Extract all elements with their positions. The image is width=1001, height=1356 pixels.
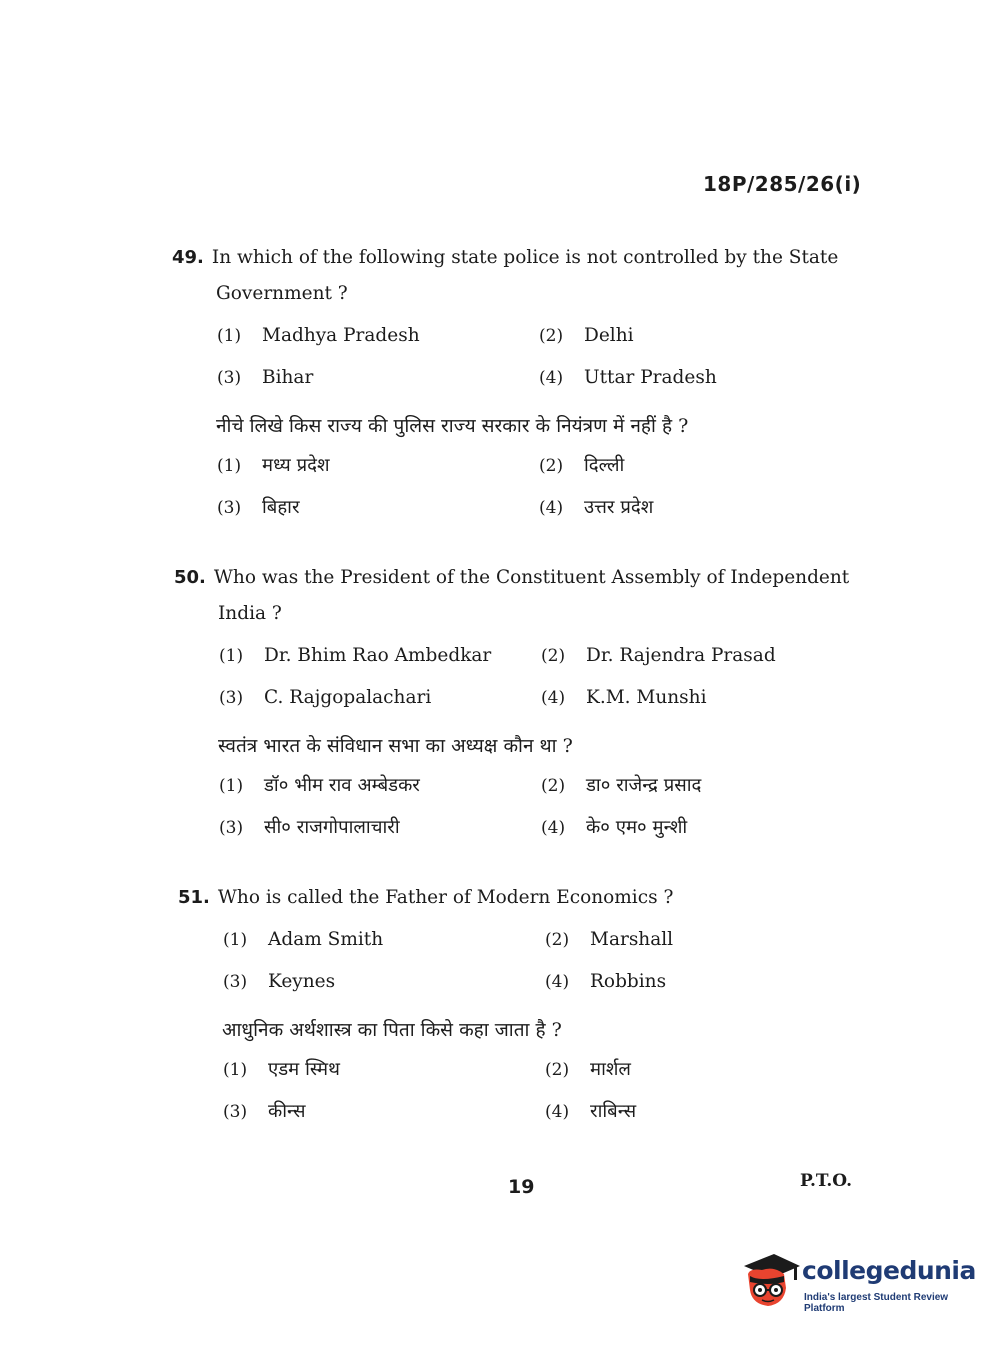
option-4 bbox=[545, 964, 845, 1000]
option-3 bbox=[223, 964, 545, 1000]
hindi-options bbox=[219, 768, 874, 846]
hindi-option-4 bbox=[541, 810, 841, 846]
option-text: मध्य प्रदेश bbox=[262, 455, 330, 476]
option-text: दिल्ली bbox=[584, 455, 625, 476]
hindi-option-4 bbox=[539, 490, 839, 526]
question-line-cont: India ? bbox=[218, 603, 282, 624]
option-number: (3) bbox=[217, 498, 242, 518]
option-number: (4) bbox=[541, 688, 566, 708]
option-text: Delhi bbox=[584, 325, 634, 346]
option-text: Dr. Bhim Rao Ambedkar bbox=[264, 645, 492, 666]
hindi-option-4 bbox=[545, 1094, 845, 1130]
option-4 bbox=[541, 680, 841, 716]
option-4 bbox=[539, 360, 839, 396]
hindi-question-text: आधुनिक अर्थशास्त्र का पिता किसे कहा जाता है ? bbox=[222, 1019, 562, 1041]
option-text: एडम स्मिथ bbox=[268, 1059, 340, 1080]
option-3 bbox=[217, 360, 539, 396]
watermark-brand: collegedunia bbox=[802, 1256, 976, 1285]
mascot-icon bbox=[740, 1248, 802, 1318]
question-line: Who was the President of the Constituent Assembly of Independent bbox=[213, 567, 850, 588]
option-number: (2) bbox=[539, 326, 564, 346]
option-1 bbox=[223, 922, 545, 958]
hindi-option-2 bbox=[545, 1052, 845, 1088]
option-number: (3) bbox=[219, 818, 244, 838]
option-number: (2) bbox=[545, 930, 570, 950]
hindi-option-1 bbox=[223, 1052, 545, 1088]
question-number: 50. bbox=[174, 567, 206, 588]
hindi-option-2 bbox=[541, 768, 841, 804]
option-number: (4) bbox=[539, 368, 564, 388]
option-text: Marshall bbox=[590, 929, 674, 950]
hindi-options bbox=[223, 1052, 878, 1130]
question-text bbox=[172, 240, 872, 276]
option-number: (4) bbox=[541, 818, 566, 838]
option-text: C. Rajgopalachari bbox=[264, 687, 432, 708]
watermark-tagline: India's largest Student Review Platform bbox=[804, 1292, 949, 1314]
english-options bbox=[223, 922, 878, 1000]
option-number: (1) bbox=[217, 456, 242, 476]
watermark-logo bbox=[740, 1248, 980, 1318]
hindi-option-2 bbox=[539, 448, 839, 484]
option-number: (1) bbox=[219, 776, 244, 796]
option-1 bbox=[219, 638, 541, 674]
english-options bbox=[219, 638, 874, 716]
option-text: Adam Smith bbox=[268, 929, 384, 950]
option-number: (1) bbox=[219, 646, 244, 666]
option-2 bbox=[539, 318, 839, 354]
option-text: बिहार bbox=[262, 497, 300, 518]
option-text: Madhya Pradesh bbox=[262, 325, 420, 346]
option-number: (2) bbox=[545, 1060, 570, 1080]
page-number: 19 bbox=[508, 1176, 535, 1198]
hindi-options bbox=[217, 448, 872, 526]
question-line: In which of the following state police is not controlled by the State bbox=[211, 247, 839, 268]
option-number: (2) bbox=[539, 456, 564, 476]
question-line: Who is called the Father of Modern Economics ? bbox=[217, 887, 674, 908]
option-number: (4) bbox=[545, 972, 570, 992]
option-3 bbox=[219, 680, 541, 716]
option-number: (3) bbox=[217, 368, 242, 388]
hindi-question-text: स्वतंत्र भारत के संविधान सभा का अध्यक्ष कौन था ? bbox=[218, 735, 573, 757]
english-options bbox=[217, 318, 872, 396]
option-text: Keynes bbox=[268, 971, 336, 992]
option-number: (1) bbox=[223, 930, 248, 950]
option-text: Bihar bbox=[262, 367, 314, 388]
option-text: के० एम० मुन्शी bbox=[586, 817, 688, 838]
option-number: (3) bbox=[219, 688, 244, 708]
paper-code: 18P/285/26(i) bbox=[703, 172, 862, 196]
question-49 bbox=[172, 240, 872, 526]
option-1 bbox=[217, 318, 539, 354]
hindi-option-3 bbox=[217, 490, 539, 526]
option-text: सी० राजगोपालाचारी bbox=[264, 817, 400, 838]
hindi-option-1 bbox=[217, 448, 539, 484]
option-text: Robbins bbox=[590, 971, 667, 992]
option-number: (2) bbox=[541, 776, 566, 796]
option-number: (1) bbox=[223, 1060, 248, 1080]
option-text: K.M. Munshi bbox=[586, 687, 707, 708]
pto-label: P.T.O. bbox=[800, 1171, 852, 1191]
option-text: मार्शल bbox=[590, 1059, 631, 1080]
option-2 bbox=[545, 922, 845, 958]
option-number: (2) bbox=[541, 646, 566, 666]
question-text bbox=[178, 880, 878, 916]
hindi-option-3 bbox=[223, 1094, 545, 1130]
hindi-option-3 bbox=[219, 810, 541, 846]
option-number: (3) bbox=[223, 1102, 248, 1122]
option-text: डॉ० भीम राव अम्बेडकर bbox=[264, 775, 420, 796]
question-number: 49. bbox=[172, 247, 204, 268]
question-line-cont: Government ? bbox=[216, 283, 348, 304]
question-text bbox=[174, 560, 874, 596]
option-number: (1) bbox=[217, 326, 242, 346]
hindi-question-text: नीचे लिखे किस राज्य की पुलिस राज्य सरकार के नियंत्रण में नहीं है ? bbox=[216, 415, 689, 437]
option-text: Uttar Pradesh bbox=[584, 367, 717, 388]
option-number: (4) bbox=[545, 1102, 570, 1122]
option-text: Dr. Rajendra Prasad bbox=[586, 645, 776, 666]
question-51 bbox=[178, 880, 878, 1130]
question-number: 51. bbox=[178, 887, 210, 908]
option-text: कीन्स bbox=[268, 1101, 306, 1122]
option-2 bbox=[541, 638, 841, 674]
option-number: (3) bbox=[223, 972, 248, 992]
option-text: उत्तर प्रदेश bbox=[584, 497, 654, 518]
option-text: राबिन्स bbox=[590, 1101, 637, 1122]
question-50 bbox=[174, 560, 874, 846]
option-text: डा० राजेन्द्र प्रसाद bbox=[586, 775, 702, 796]
option-number: (4) bbox=[539, 498, 564, 518]
hindi-option-1 bbox=[219, 768, 541, 804]
